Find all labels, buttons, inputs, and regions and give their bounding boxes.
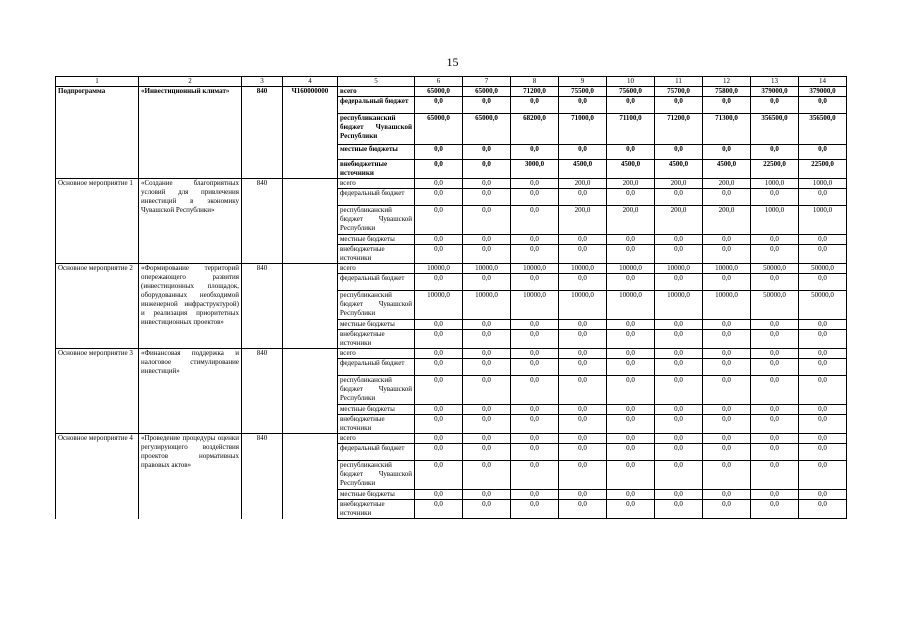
amount-cell: 356500,0 [799,114,847,145]
amount-cell: 0,0 [799,145,847,160]
amount-cell: 0,0 [511,490,559,500]
funding-source: федеральный бюджет [338,274,415,291]
amount-cell: 75500,0 [559,87,607,97]
program-label: Основное мероприятие 1 [56,179,139,264]
amount-cell: 0,0 [751,415,799,434]
amount-cell: 10000,0 [415,264,463,274]
amount-cell: 0,0 [415,160,463,179]
amount-cell: 0,0 [703,376,751,405]
table-row [56,349,847,359]
amount-cell: 0,0 [559,145,607,160]
funding-source: внебюджетные источники [338,415,415,434]
amount-cell: 0,0 [655,235,703,245]
amount-cell: 0,0 [703,349,751,359]
amount-cell: 0,0 [463,160,511,179]
amount-cell: 0,0 [463,189,511,206]
amount-cell: 0,0 [655,415,703,434]
amount-cell: 0,0 [607,235,655,245]
amount-cell: 0,0 [799,405,847,415]
amount-cell: 0,0 [559,500,607,519]
header-cell: 11 [655,77,703,87]
funding-source: федеральный бюджет [338,444,415,461]
amount-cell: 0,0 [415,145,463,160]
amount-cell: 0,0 [799,415,847,434]
amount-cell: 68200,0 [511,114,559,145]
amount-cell: 0,0 [511,97,559,114]
amount-cell: 0,0 [607,490,655,500]
amount-cell: 0,0 [607,444,655,461]
amount-cell: 0,0 [703,145,751,160]
amount-cell: 0,0 [703,359,751,376]
amount-cell: 0,0 [799,434,847,444]
amount-cell: 0,0 [751,461,799,490]
amount-cell: 0,0 [607,415,655,434]
funding-source: федеральный бюджет [338,97,415,114]
amount-cell: 0,0 [415,349,463,359]
amount-cell: 65000,0 [415,114,463,145]
table-row [56,87,847,97]
amount-cell: 0,0 [607,274,655,291]
amount-cell: 0,0 [511,189,559,206]
amount-cell: 0,0 [463,206,511,235]
amount-cell: 0,0 [511,415,559,434]
amount-cell: 50000,0 [751,291,799,320]
amount-cell: 200,0 [655,179,703,189]
amount-cell: 22500,0 [799,160,847,179]
amount-cell: 0,0 [799,349,847,359]
table-row [56,434,847,444]
amount-cell: 379000,0 [751,87,799,97]
amount-cell: 0,0 [751,500,799,519]
amount-cell: 200,0 [607,206,655,235]
amount-cell: 0,0 [415,245,463,264]
amount-cell: 0,0 [703,500,751,519]
amount-cell: 0,0 [703,189,751,206]
amount-cell: 0,0 [511,500,559,519]
amount-cell: 0,0 [799,444,847,461]
amount-cell: 71200,0 [511,87,559,97]
amount-cell: 10000,0 [607,264,655,274]
csr-code [283,179,338,264]
amount-cell: 200,0 [703,179,751,189]
amount-cell: 0,0 [559,405,607,415]
amount-cell: 0,0 [655,274,703,291]
amount-cell: 0,0 [463,274,511,291]
amount-cell: 50000,0 [799,291,847,320]
header-cell: 13 [751,77,799,87]
csr-code [283,349,338,434]
amount-cell: 0,0 [751,434,799,444]
program-name: «Инвестиционный климат» [139,87,242,179]
amount-cell: 65000,0 [415,87,463,97]
amount-cell: 200,0 [655,206,703,235]
amount-cell: 0,0 [751,235,799,245]
amount-cell: 0,0 [463,444,511,461]
amount-cell: 356500,0 [751,114,799,145]
funding-source: всего [338,434,415,444]
amount-cell: 0,0 [415,461,463,490]
amount-cell: 3000,0 [511,160,559,179]
amount-cell: 0,0 [655,461,703,490]
amount-cell: 0,0 [511,330,559,349]
amount-cell: 0,0 [655,376,703,405]
amount-cell: 75600,0 [607,87,655,97]
amount-cell: 22500,0 [751,160,799,179]
amount-cell: 4500,0 [655,160,703,179]
amount-cell: 0,0 [511,274,559,291]
program-label: Подпрограмма [56,87,139,179]
amount-cell: 0,0 [463,376,511,405]
amount-cell: 0,0 [607,500,655,519]
program-name: «Формирование территорий опережающего развития (инвестиционных площадок, оборудованных необходимой инженерной инфраструктурой) и реализация приоритетных инвестиционных проектов» [139,264,242,349]
amount-cell: 50000,0 [751,264,799,274]
funding-source: всего [338,179,415,189]
program-label: Основное мероприятие 4 [56,434,139,519]
funding-source: федеральный бюджет [338,189,415,206]
page-number: 15 [446,55,459,69]
amount-cell: 200,0 [559,179,607,189]
amount-cell: 0,0 [559,274,607,291]
amount-cell: 71000,0 [559,114,607,145]
amount-cell: 0,0 [607,330,655,349]
amount-cell: 0,0 [559,490,607,500]
amount-cell: 4500,0 [559,160,607,179]
amount-cell: 0,0 [751,320,799,330]
amount-cell: 10000,0 [511,264,559,274]
amount-cell: 10000,0 [415,291,463,320]
funding-source: республиканский бюджет Чувашской Республики [338,376,415,405]
header-cell: 10 [607,77,655,87]
amount-cell: 1000,0 [751,206,799,235]
grbs-code: 840 [242,179,283,264]
amount-cell: 0,0 [415,179,463,189]
amount-cell: 200,0 [703,206,751,235]
amount-cell: 0,0 [799,274,847,291]
header-cell: 4 [283,77,338,87]
amount-cell: 0,0 [655,359,703,376]
amount-cell: 0,0 [703,461,751,490]
amount-cell: 0,0 [655,500,703,519]
amount-cell: 10000,0 [559,264,607,274]
amount-cell: 0,0 [559,189,607,206]
amount-cell: 0,0 [607,320,655,330]
amount-cell: 0,0 [607,189,655,206]
header-cell: 3 [242,77,283,87]
header-cell: 2 [139,77,242,87]
csr-code [283,434,338,519]
amount-cell: 0,0 [703,235,751,245]
funding-source: республиканский бюджет Чувашской Республики [338,206,415,235]
amount-cell: 0,0 [703,444,751,461]
amount-cell: 0,0 [751,330,799,349]
amount-cell: 50000,0 [799,264,847,274]
amount-cell: 0,0 [415,97,463,114]
amount-cell: 0,0 [415,405,463,415]
amount-cell: 0,0 [703,97,751,114]
amount-cell: 4500,0 [607,160,655,179]
program-name: «Создание благоприятных условий для привлечения инвестиций в экономику Чувашской Республики» [139,179,242,264]
amount-cell: 71300,0 [703,114,751,145]
grbs-code: 840 [242,264,283,349]
amount-cell: 0,0 [559,434,607,444]
amount-cell: 0,0 [415,376,463,405]
amount-cell: 0,0 [607,349,655,359]
header-cell: 1 [56,77,139,87]
amount-cell: 0,0 [751,274,799,291]
amount-cell: 0,0 [799,97,847,114]
amount-cell: 0,0 [799,500,847,519]
amount-cell: 0,0 [463,349,511,359]
amount-cell: 0,0 [751,405,799,415]
amount-cell: 0,0 [751,490,799,500]
amount-cell: 0,0 [559,415,607,434]
funding-source: внебюджетные источники [338,245,415,264]
amount-cell: 0,0 [463,235,511,245]
amount-cell: 10000,0 [703,291,751,320]
amount-cell: 0,0 [655,145,703,160]
amount-cell: 0,0 [463,330,511,349]
amount-cell: 0,0 [511,245,559,264]
funding-source: республиканский бюджет Чувашской Республики [338,461,415,490]
amount-cell: 0,0 [511,405,559,415]
header-cell: 7 [463,77,511,87]
amount-cell: 0,0 [463,145,511,160]
amount-cell: 0,0 [415,434,463,444]
table-row [56,264,847,274]
amount-cell: 0,0 [655,245,703,264]
amount-cell: 0,0 [799,359,847,376]
amount-cell: 200,0 [559,206,607,235]
grbs-code: 840 [242,87,283,179]
header-cell: 12 [703,77,751,87]
grbs-code: 840 [242,349,283,434]
amount-cell: 0,0 [607,434,655,444]
amount-cell: 0,0 [607,245,655,264]
amount-cell: 0,0 [511,444,559,461]
csr-code [283,264,338,349]
amount-cell: 0,0 [559,330,607,349]
funding-source: местные бюджеты [338,320,415,330]
amount-cell: 0,0 [703,405,751,415]
amount-cell: 71200,0 [655,114,703,145]
amount-cell: 10000,0 [559,291,607,320]
grbs-code: 840 [242,434,283,519]
amount-cell: 10000,0 [607,291,655,320]
amount-cell: 200,0 [607,179,655,189]
amount-cell: 0,0 [511,434,559,444]
amount-cell: 0,0 [607,359,655,376]
amount-cell: 0,0 [463,500,511,519]
amount-cell: 0,0 [799,320,847,330]
amount-cell: 1000,0 [799,206,847,235]
amount-cell: 0,0 [799,235,847,245]
amount-cell: 0,0 [799,376,847,405]
amount-cell: 0,0 [511,179,559,189]
table-row [56,179,847,189]
funding-source: всего [338,87,415,97]
amount-cell: 10000,0 [655,264,703,274]
amount-cell: 0,0 [751,349,799,359]
funding-source: республиканский бюджет Чувашской Республики [338,291,415,320]
amount-cell: 0,0 [607,461,655,490]
amount-cell: 0,0 [511,320,559,330]
amount-cell: 0,0 [415,359,463,376]
header-cell: 9 [559,77,607,87]
amount-cell: 1000,0 [751,179,799,189]
amount-cell: 0,0 [655,97,703,114]
csr-code: Ч160000000 [283,87,338,179]
amount-cell: 0,0 [463,415,511,434]
amount-cell: 0,0 [415,415,463,434]
amount-cell: 0,0 [415,274,463,291]
header-cell: 6 [415,77,463,87]
budget-table [55,76,847,519]
amount-cell: 0,0 [655,320,703,330]
amount-cell: 0,0 [607,376,655,405]
funding-source: внебюджетные источники [338,160,415,179]
amount-cell: 1000,0 [799,179,847,189]
amount-cell: 0,0 [655,434,703,444]
amount-cell: 0,0 [751,145,799,160]
amount-cell: 0,0 [751,189,799,206]
amount-cell: 0,0 [415,330,463,349]
amount-cell: 0,0 [559,444,607,461]
table-body [56,87,847,519]
funding-source: местные бюджеты [338,235,415,245]
amount-cell: 10000,0 [511,291,559,320]
amount-cell: 0,0 [655,444,703,461]
amount-cell: 0,0 [463,245,511,264]
program-label: Основное мероприятие 3 [56,349,139,434]
funding-source: внебюджетные источники [338,500,415,519]
funding-source: всего [338,349,415,359]
program-name: «Проведение процедуры оценки регулирующего воздействия проектов нормативных правовых актов» [139,434,242,519]
funding-source: внебюджетные источники [338,330,415,349]
amount-cell: 75800,0 [703,87,751,97]
amount-cell: 0,0 [559,245,607,264]
amount-cell: 0,0 [655,189,703,206]
funding-source: всего [338,264,415,274]
amount-cell: 0,0 [511,359,559,376]
funding-source: местные бюджеты [338,145,415,160]
amount-cell: 0,0 [415,444,463,461]
amount-cell: 0,0 [751,444,799,461]
amount-cell: 0,0 [559,376,607,405]
amount-cell: 0,0 [751,97,799,114]
amount-cell: 0,0 [607,97,655,114]
amount-cell: 0,0 [655,490,703,500]
amount-cell: 0,0 [751,376,799,405]
amount-cell: 0,0 [655,405,703,415]
amount-cell: 0,0 [463,359,511,376]
amount-cell: 0,0 [463,179,511,189]
amount-cell: 10000,0 [703,264,751,274]
program-label: Основное мероприятие 2 [56,264,139,349]
amount-cell: 0,0 [655,349,703,359]
amount-cell: 0,0 [511,235,559,245]
amount-cell: 0,0 [463,490,511,500]
amount-cell: 0,0 [799,189,847,206]
amount-cell: 0,0 [463,434,511,444]
amount-cell: 10000,0 [463,264,511,274]
funding-source: федеральный бюджет [338,359,415,376]
amount-cell: 65000,0 [463,87,511,97]
amount-cell: 0,0 [511,145,559,160]
amount-cell: 0,0 [559,320,607,330]
amount-cell: 0,0 [511,206,559,235]
header-cell: 14 [799,77,847,87]
amount-cell: 0,0 [799,490,847,500]
amount-cell: 0,0 [655,330,703,349]
amount-cell: 0,0 [703,415,751,434]
amount-cell: 10000,0 [655,291,703,320]
amount-cell: 0,0 [415,189,463,206]
funding-source: республиканский бюджет Чувашской Республики [338,114,415,145]
amount-cell: 0,0 [703,245,751,264]
amount-cell: 0,0 [607,405,655,415]
amount-cell: 0,0 [559,97,607,114]
amount-cell: 0,0 [559,359,607,376]
amount-cell: 0,0 [463,461,511,490]
funding-source: местные бюджеты [338,490,415,500]
funding-source: местные бюджеты [338,405,415,415]
amount-cell: 0,0 [799,245,847,264]
amount-cell: 10000,0 [463,291,511,320]
amount-cell: 0,0 [703,490,751,500]
amount-cell: 65000,0 [463,114,511,145]
amount-cell: 0,0 [703,274,751,291]
amount-cell: 0,0 [559,235,607,245]
amount-cell: 75700,0 [655,87,703,97]
amount-cell: 0,0 [559,461,607,490]
amount-cell: 0,0 [415,235,463,245]
header-row [56,77,847,87]
header-cell: 8 [511,77,559,87]
amount-cell: 0,0 [511,349,559,359]
amount-cell: 0,0 [799,330,847,349]
header-cell: 5 [338,77,415,87]
table-header [56,77,847,87]
amount-cell: 0,0 [511,376,559,405]
amount-cell: 71100,0 [607,114,655,145]
amount-cell: 0,0 [415,320,463,330]
amount-cell: 0,0 [511,461,559,490]
amount-cell: 4500,0 [703,160,751,179]
amount-cell: 0,0 [751,245,799,264]
amount-cell: 0,0 [463,320,511,330]
amount-cell: 0,0 [751,359,799,376]
amount-cell: 0,0 [559,349,607,359]
amount-cell: 0,0 [703,320,751,330]
amount-cell: 0,0 [463,97,511,114]
amount-cell: 0,0 [415,500,463,519]
program-name: «Финансовая поддержка и налоговое стимулирование инвестиций» [139,349,242,434]
amount-cell: 0,0 [607,145,655,160]
amount-cell: 0,0 [799,461,847,490]
amount-cell: 0,0 [703,434,751,444]
amount-cell: 0,0 [703,330,751,349]
amount-cell: 0,0 [463,405,511,415]
amount-cell: 0,0 [415,206,463,235]
amount-cell: 379000,0 [799,87,847,97]
amount-cell: 0,0 [415,490,463,500]
